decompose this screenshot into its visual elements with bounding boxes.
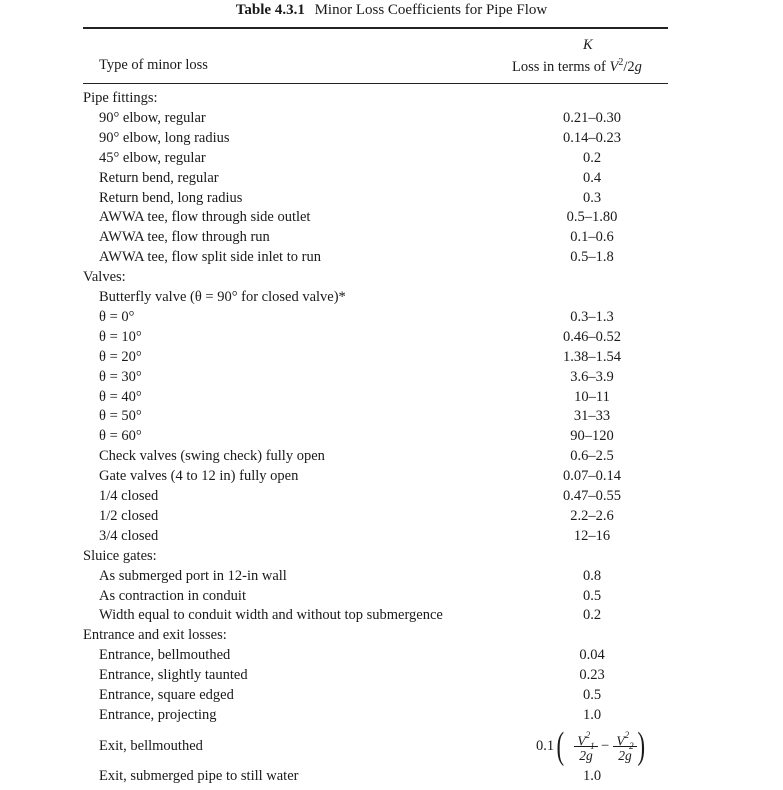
section-heading-row (0, 548, 783, 568)
row-value: 1.38–1.54 (563, 348, 621, 365)
table-row (0, 408, 783, 428)
table-row (0, 289, 783, 309)
formula-fraction-v1 (573, 728, 599, 765)
row-label: Butterfly valve (θ = 90° for closed valve)* (99, 289, 346, 305)
row-label: Entrance, square edged (99, 687, 234, 703)
table-row (0, 110, 783, 130)
table-row (0, 508, 783, 528)
row-label: AWWA tee, flow through run (99, 229, 270, 246)
table-row (0, 607, 783, 627)
table-row (0, 150, 783, 170)
table-row (0, 209, 783, 229)
row-value: 0.6–2.5 (570, 448, 614, 465)
table-row (0, 369, 783, 389)
frac2-sub: 2 (629, 741, 634, 752)
row-label: As contraction in conduit (99, 587, 246, 604)
table-row (0, 768, 783, 788)
loss-column-header (512, 57, 642, 76)
table-row (0, 130, 783, 150)
row-label: θ = 40° (99, 388, 142, 405)
frac1-v: V (577, 733, 586, 749)
row-label: Entrance, projecting (99, 706, 217, 723)
section-heading-row (0, 269, 783, 289)
section-heading: Entrance and exit losses: (83, 627, 227, 644)
row-label: θ = 20° (99, 348, 142, 365)
row-label: θ = 30° (99, 368, 142, 385)
row-value: 0.46–0.52 (563, 328, 621, 345)
row-label: Entrance, bellmouthed (99, 647, 231, 664)
frac2-den: 2g (618, 748, 632, 763)
row-value: 3.6–3.9 (570, 368, 614, 385)
row-label: θ = 60° (99, 428, 142, 445)
frac1-den: 2g (579, 748, 593, 763)
row-value: 0.04 (579, 647, 605, 664)
loss-header-exp: 2 (618, 57, 624, 68)
table-title: Minor Loss Coefficients for Pipe Flow (314, 2, 548, 18)
frac2-exp: 2 (624, 730, 630, 740)
table-row (0, 687, 783, 707)
row-value: 0.47–0.55 (563, 488, 621, 504)
row-value: 0.07–0.14 (563, 468, 621, 485)
table-row (0, 488, 783, 508)
row-label: AWWA tee, flow through side outlet (99, 209, 311, 226)
row-value: 0.2 (582, 607, 602, 624)
row-label: 45° elbow, regular (99, 149, 206, 166)
row-value: 0.5 (582, 587, 602, 604)
table-row (0, 468, 783, 488)
type-column-header: Type of minor loss (99, 57, 208, 73)
table-row (0, 667, 783, 687)
table-row (0, 389, 783, 409)
table-row (0, 309, 783, 329)
row-label: Exit, bellmouthed (99, 738, 203, 754)
row-label: 90° elbow, long radius (99, 129, 230, 146)
row-value: 0.5 (582, 687, 602, 703)
loss-header-v: V (609, 58, 619, 75)
formula-minus: − (601, 738, 610, 754)
row-label: θ = 50° (99, 408, 142, 425)
row-label: Check valves (swing check) fully open (99, 448, 325, 465)
table-row (0, 349, 783, 369)
row-label: 3/4 closed (99, 527, 159, 544)
loss-header-g: g (634, 58, 642, 75)
table-row (0, 229, 783, 249)
row-label: 90° elbow, regular (99, 109, 206, 126)
row-value: 1.0 (582, 768, 602, 784)
exit-loss-formula (534, 726, 654, 770)
formula-close-paren: ) (637, 725, 646, 767)
table-row (0, 738, 783, 758)
row-label: AWWA tee, flow split side inlet to run (99, 249, 321, 266)
table-row (0, 249, 783, 269)
row-value: 31–33 (573, 408, 611, 425)
row-label: Exit, submerged pipe to still water (99, 768, 299, 784)
table-row (0, 448, 783, 468)
frac1-sub: 1 (590, 741, 595, 752)
row-value: 0.1–0.6 (570, 229, 614, 246)
header-rule (83, 83, 668, 84)
table-row (0, 190, 783, 210)
row-value: 0.3–1.3 (570, 308, 614, 325)
formula-open-paren: ( (556, 725, 565, 767)
row-value: 1.0 (582, 706, 602, 723)
loss-header-div: /2 (623, 58, 635, 75)
table-number: Table 4.3.1 (235, 2, 305, 18)
row-value: 0.5–1.8 (570, 249, 614, 266)
row-value: 0.14–0.23 (563, 129, 621, 146)
row-value: 0.3 (582, 189, 602, 206)
top-rule (83, 27, 668, 29)
row-value: 0.21–0.30 (563, 109, 621, 126)
formula-fraction-v2 (612, 728, 638, 765)
row-label: θ = 10° (99, 328, 142, 345)
row-label: Gate valves (4 to 12 in) fully open (99, 468, 299, 485)
table-row (0, 329, 783, 349)
row-label: Return bend, long radius (99, 189, 243, 206)
row-label: 1/2 closed (99, 507, 159, 524)
row-label: θ = 0° (99, 308, 135, 325)
k-symbol-header: K (583, 37, 593, 53)
row-value: 90–120 (570, 428, 614, 445)
section-heading: Sluice gates: (83, 547, 157, 564)
loss-header-prefix: Loss in terms of (512, 58, 610, 75)
table-row (0, 647, 783, 667)
row-value: 12–16 (573, 527, 611, 544)
section-heading: Valves: (83, 269, 126, 286)
section-heading-row (0, 90, 783, 110)
row-value: 0.4 (582, 169, 602, 186)
table-row (0, 707, 783, 727)
table-row (0, 170, 783, 190)
table-row (0, 428, 783, 448)
row-label: As submerged port in 12-in wall (99, 567, 287, 584)
row-value: 10–11 (574, 388, 610, 405)
row-value: 0.5–1.80 (566, 209, 618, 226)
row-label: Entrance, slightly taunted (99, 667, 248, 684)
table-row (0, 588, 783, 608)
section-heading: Pipe fittings: (83, 90, 158, 106)
row-value: 0.2 (582, 149, 602, 166)
row-value: 0.23 (579, 667, 605, 684)
frac1-exp: 2 (585, 730, 591, 740)
section-heading-row (0, 627, 783, 647)
formula-coefficient: 0.1 (536, 738, 555, 754)
table-row (0, 568, 783, 588)
row-label: 1/4 closed (99, 488, 159, 504)
table-row (0, 528, 783, 548)
row-value: 0.8 (582, 567, 602, 584)
row-label: Width equal to conduit width and without top submergence (99, 607, 443, 624)
table-caption (0, 2, 783, 19)
row-value: 2.2–2.6 (570, 507, 614, 524)
row-label: Return bend, regular (99, 169, 219, 186)
frac2-v: V (616, 733, 625, 749)
